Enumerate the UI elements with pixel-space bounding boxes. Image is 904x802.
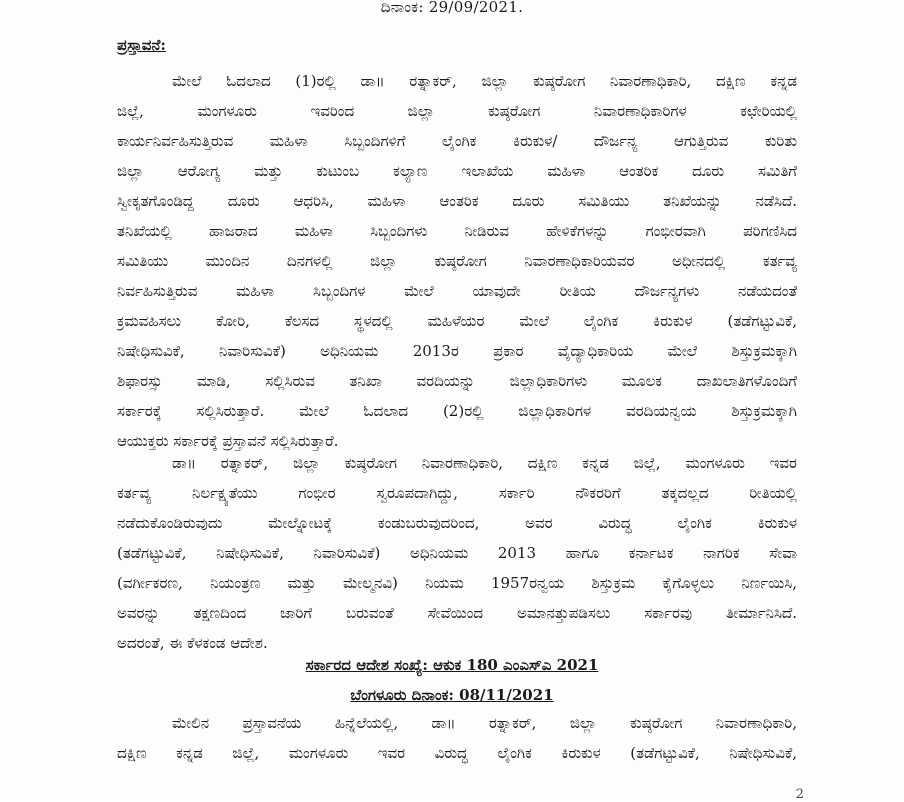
text-line: ಜಿಲ್ಲಾ ಆರೋಗ್ಯ ಮತ್ತು ಕುಟುಂಬ ಕಲ್ಯಾಣ ಇಲಾಖೆಯ ಮಹಿಳಾ ಆಂತರಿಕ ದೂರು ಸಮಿತಿಗೆ bbox=[117, 162, 797, 180]
order-number: ಸರ್ಕಾರದ ಆದೇಶ ಸಂಖ್ಯೆ: ಆಕುಕ 180 ಎಂಎಸ್ಎ 2021 bbox=[305, 656, 599, 674]
text-line: ಆಯುಕ್ತರು ಸರ್ಕಾರಕ್ಕೆ ಪ್ರಸ್ತಾವನೆ ಸಲ್ಲಿಸಿರುತ್ತಾರೆ. bbox=[117, 432, 339, 450]
text-line: (ತಡೆಗಟ್ಟುವಿಕೆ, ನಿಷೇಧಿಸುವಿಕೆ, ನಿವಾರಿಸುವಿಕೆ) ಅಧಿನಿಯಮ 2013 ಹಾಗೂ ಕರ್ನಾಟಕ ನಾಗರಿಕ ಸೇವಾ bbox=[117, 544, 797, 562]
text-line: ತನಿಖೆಯಲ್ಲಿ ಹಾಜರಾದ ಮಹಿಳಾ ಸಿಬ್ಬಂದಿಗಳು ನೀಡಿರುವ ಹೇಳಿಕೆಗಳನ್ನು ಗಂಭೀರವಾಗಿ ಪರಿಗಣಿಸಿದ bbox=[117, 222, 797, 240]
page-number: 2 bbox=[795, 787, 804, 802]
text-line: ಕಾರ್ಯನಿರ್ವಹಿಸುತ್ತಿರುವ ಮಹಿಳಾ ಸಿಬ್ಬಂದಿಗಳಿಗೆ ಲೈಂಗಿಕ ಕಿರುಕುಳ/ ದೌರ್ಜನ್ಯ ಆಗುತ್ತಿರುವ ಕುರಿತು bbox=[117, 132, 797, 150]
text-line: ಡಾ॥ ರತ್ನಾಕರ್, ಜಿಲ್ಲಾ ಕುಷ್ಠರೋಗ ನಿವಾರಣಾಧಿಕಾರಿ, ದಕ್ಷಿಣ ಕನ್ನಡ ಜಿಲ್ಲೆ, ಮಂಗಳೂರು ಇವರ bbox=[172, 454, 797, 472]
order-place-date: ಬೆಂಗಳೂರು ದಿನಾಂಕ: 08/11/2021 bbox=[350, 686, 554, 704]
text-line: ಶಿಫಾರಸ್ಸು ಮಾಡಿ, ಸಲ್ಲಿಸಿರುವ ತನಿಖಾ ವರದಿಯನ್ನು ಜಿಲ್ಲಾಧಿಕಾರಿಗಳು ಮೂಲಕ ದಾಖಲಾತಿಗಳೊಂದಿಗೆ bbox=[117, 372, 797, 390]
text-line: ಅವರನ್ನು ತಕ್ಷಣದಿಂದ ಜಾರಿಗೆ ಬರುವಂತೆ ಸೇವೆಯಿಂದ ಅಮಾನತ್ತುಪಡಿಸಲು ಸರ್ಕಾರವು ತೀರ್ಮಾನಿಸಿದೆ. bbox=[117, 604, 797, 622]
text-line: ಮೇಲಿನ ಪ್ರಸ್ತಾವನೆಯ ಹಿನ್ನೆಲೆಯಲ್ಲಿ, ಡಾ॥ ರತ್ನಾಕರ್, ಜಿಲ್ಲಾ ಕುಷ್ಠರೋಗ ನಿವಾರಣಾಧಿಕಾರಿ, bbox=[172, 714, 797, 732]
text-line: ನಿಷೇಧಿಸುವಿಕೆ, ನಿವಾರಿಸುವಿಕೆ) ಅಧಿನಿಯಮ 2013ರ ಪ್ರಕಾರ ವೈದ್ಯಾಧಿಕಾರಿಯ ಮೇಲೆ ಶಿಸ್ತುಕ್ರಮಕ್ಕಾಗಿ bbox=[117, 342, 797, 360]
text-line: ಕರ್ತವ್ಯ ನಿರ್ಲಕ್ಷ್ಯತೆಯು ಗಂಭೀರ ಸ್ವರೂಪದಾಗಿದ್ದು, ಸರ್ಕಾರಿ ನೌಕರರಿಗೆ ತಕ್ಕದಲ್ಲದ ರೀತಿಯಲ್ಲಿ bbox=[117, 484, 797, 502]
text-line: ಸರ್ಕಾರಕ್ಕೆ ಸಲ್ಲಿಸಿರುತ್ತಾರೆ. ಮೇಲೆ ಓದಲಾದ (2)ರಲ್ಲಿ ಜಿಲ್ಲಾಧಿಕಾರಿಗಳ ವರದಿಯನ್ವಯ ಶಿಸ್ತುಕ್ರಮಕ್ಕಾಗಿ bbox=[117, 402, 797, 420]
order-paragraph bbox=[117, 708, 797, 768]
text-line: ಜಿಲ್ಲೆ, ಮಂಗಳೂರು ಇವರಿಂದ ಜಿಲ್ಲಾ ಕುಷ್ಠರೋಗ ನಿವಾರಣಾಧಿಕಾರಿಗಳ ಕಛೇರಿಯಲ್ಲಿ bbox=[117, 102, 797, 120]
text-line: ಸ್ವೀಕೃತಗೊಂಡಿದ್ದ ದೂರು ಆಧರಿಸಿ, ಮಹಿಳಾ ಆಂತರಿಕ ದೂರು ಸಮಿತಿಯು ತನಿಖೆಯನ್ನು ನಡೆಸಿದೆ. bbox=[117, 192, 797, 210]
text-line: ಅದರಂತೆ, ಈ ಕೆಳಕಂಡ ಆದೇಶ. bbox=[117, 634, 268, 652]
text-line: ಸಮಿತಿಯು ಮುಂದಿನ ದಿನಗಳಲ್ಲಿ ಜಿಲ್ಲಾ ಕುಷ್ಠರೋಗ ನಿವಾರಣಾಧಿಕಾರಿಯವರ ಅಧೀನದಲ್ಲಿ ಕರ್ತವ್ಯ bbox=[117, 252, 797, 270]
preamble-paragraph-1 bbox=[117, 66, 797, 456]
header-date: ದಿನಾಂಕ: 29/09/2021. bbox=[380, 0, 524, 16]
preamble-heading: ಪ್ರಸ್ತಾವನೆ: bbox=[117, 36, 166, 54]
text-line: (ವರ್ಗೀಕರಣ, ನಿಯಂತ್ರಣ ಮತ್ತು ಮೇಲ್ಮನವಿ) ನಿಯಮ 1957ರನ್ವಯ ಶಿಸ್ತುಕ್ರಮ ಕೈಗೊಳ್ಳಲು ನಿರ್ಣಯಿಸಿ, bbox=[117, 574, 797, 592]
text-line: ನಡೆದುಕೊಂಡಿರುವುದು ಮೇಲ್ನೋಟಕ್ಕೆ ಕಂಡುಬರುವುದರಿಂದ, ಅವರ ವಿರುದ್ಧ ಲೈಂಗಿಕ ಕಿರುಕುಳ bbox=[117, 514, 797, 532]
text-line: ಮೇಲೆ ಓದಲಾದ (1)ರಲ್ಲಿ ಡಾ॥ ರತ್ನಾಕರ್, ಜಿಲ್ಲಾ ಕುಷ್ಠರೋಗ ನಿವಾರಣಾಧಿಕಾರಿ, ದಕ್ಷಿಣ ಕನ್ನಡ bbox=[172, 72, 797, 90]
preamble-paragraph-2 bbox=[117, 448, 797, 658]
text-line: ನಿರ್ವಹಿಸುತ್ತಿರುವ ಮಹಿಳಾ ಸಿಬ್ಬಂದಿಗಳ ಮೇಲೆ ಯಾವುದೇ ರೀತಿಯ ದೌರ್ಜನ್ಯಗಳು ನಡೆಯದಂತೆ bbox=[117, 282, 797, 300]
text-line: ಕ್ರಮವಹಿಸಲು ಕೋರಿ, ಕೆಲಸದ ಸ್ಥಳದಲ್ಲಿ ಮಹಿಳೆಯರ ಮೇಲೆ ಲೈಂಗಿಕ ಕಿರುಕುಳ (ತಡೆಗಟ್ಟುವಿಕೆ, bbox=[117, 312, 797, 330]
text-line: ದಕ್ಷಿಣ ಕನ್ನಡ ಜಿಲ್ಲೆ, ಮಂಗಳೂರು ಇವರ ವಿರುದ್ಧ ಲೈಂಗಿಕ ಕಿರುಕುಳ (ತಡೆಗಟ್ಟುವಿಕೆ, ನಿಷೇಧಿಸುವಿಕೆ, bbox=[117, 744, 797, 762]
